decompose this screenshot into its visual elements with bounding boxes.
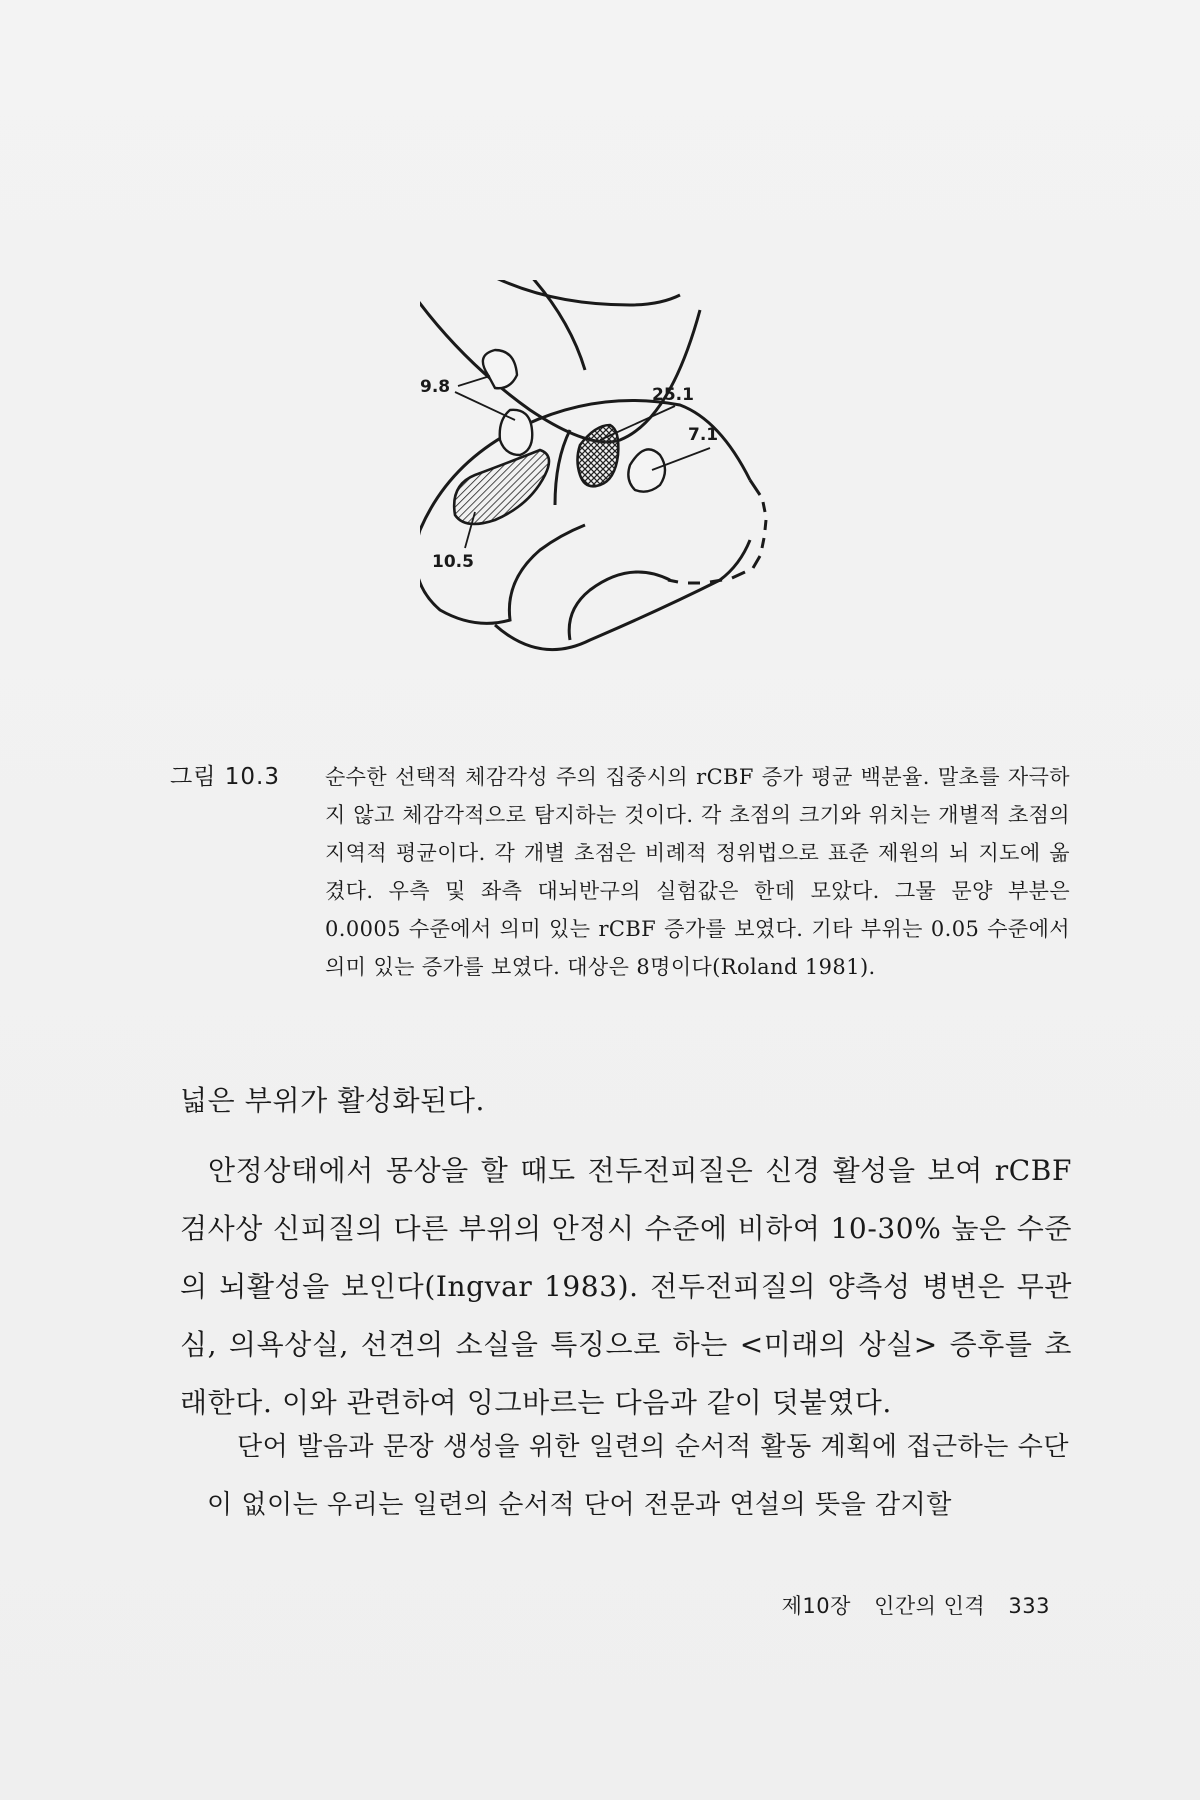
region-7-1 [628,449,665,491]
figure-caption [170,758,1070,986]
label-10-5: 10.5 [432,552,474,572]
central-sulcus [555,430,570,505]
region-9-8-upper [483,350,517,388]
body-text [180,1072,1072,1432]
brain-map-figure [420,280,870,740]
block-quote [207,1418,1069,1534]
leader-9-8-a [458,376,490,386]
chapter-title: 인간의 인격 [874,1594,986,1618]
leader-25-1 [600,406,675,440]
leader-9-8-b [455,392,515,420]
paragraph-2: 안정상태에서 몽상을 할 때도 전두전피질은 신경 활성을 보여 rCBF 검사상 신피질의 다른 부위의 안정시 수준에 비하여 10-30% 높은 수준의 뇌활성을 보인다(Ingvar 1983). 전두전피질의 양측성 병변은 무관심, 의욕상실, 선견의 소실을 특징으로 하는 <미래의 상실> 증후를 초래한다. 이와 관련하여 잉그바르는 다음과 같이 덧붙였다. [180,1154,1072,1419]
chapter-number: 제10장 [781,1594,851,1618]
caption-text: 순수한 선택적 체감각성 주의 집중시의 rCBF 증가 평균 백분율. 말초를 자극하지 않고 체감각적으로 탐지하는 것이다. 각 초점의 크기와 위치는 개별적 초점의 지역적 평균이다. 각 개별 초점은 비례적 정위법으로 표준 제원의 뇌 지도에 옮겼다. 우측 및 좌측 대뇌반구의 실험값은 한데 모았다. 그물 문양 부분은 0.0005 수준에서 의미 있는 rCBF 증가를 보였다. 기타 부위는 0.05 수준에서 의미 있는 증가를 보였다. 대상은 8명이다(Roland 1981). [325,765,1070,979]
label-9-8: 9.8 [420,377,451,397]
page-footer [782,1590,1050,1620]
region-9-8-lower [500,410,533,455]
figure-number: 그림 10.3 [170,764,280,790]
temporal-notch [569,572,670,640]
page-number: 333 [1008,1594,1050,1618]
label-25-1: 25.1 [652,385,694,405]
quote-text: 단어 발음과 문장 생성을 위한 일련의 순서적 활동 계획에 접근하는 수단이 없이는 우리는 일련의 순서적 단어 전문과 연설의 뜻을 감지할 [207,1432,1069,1520]
brain-map-diagram [420,280,870,740]
upper-sulcus-line [490,280,680,305]
dashed-boundary [668,480,766,583]
paragraph-1: 넓은 부위가 활성화된다. [180,1084,485,1117]
label-7-1: 7.1 [688,425,719,445]
